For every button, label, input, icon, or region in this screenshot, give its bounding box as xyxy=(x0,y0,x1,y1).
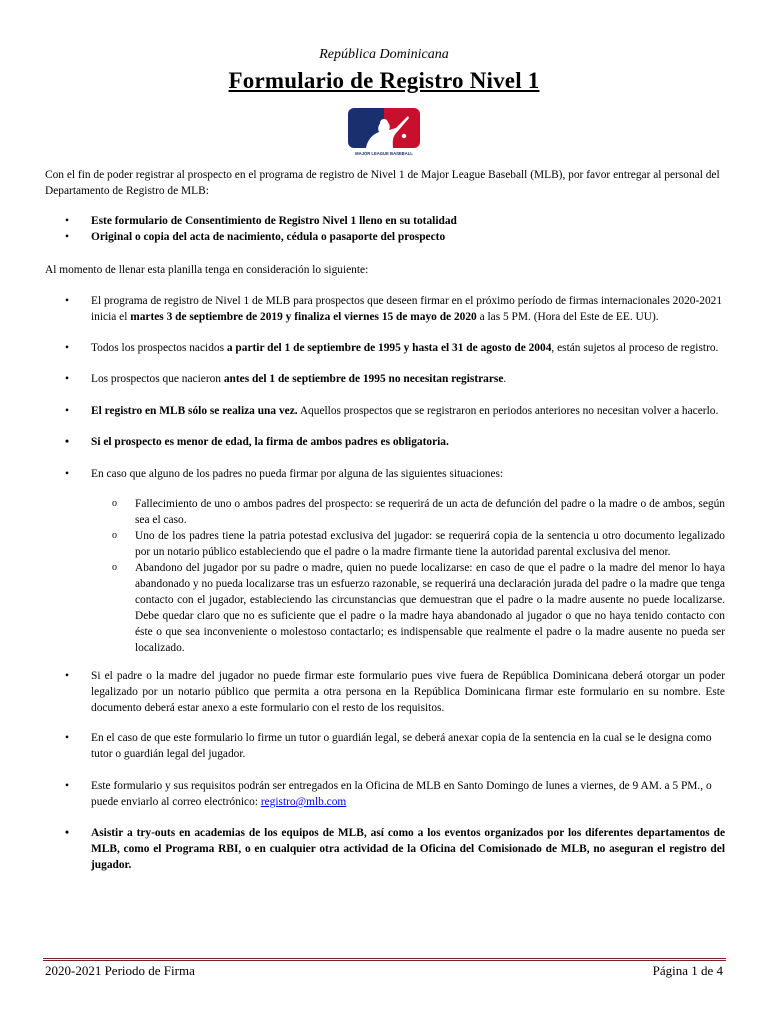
point-abroad-parent: • Si el padre o la madre del jugador no puede firmar este formulario pues vive fuera de República Dominicana deberá otorgar un poder legalizado por un notario público que permita a otra persona en la República Dominicana firmar este formulario en su nombre. Este documento deberá estar anexo a este formulario con el resto de los requisitos. xyxy=(45,668,725,716)
sub-item-custody: o Uno de los padres tiene la patria potestad exclusiva del jugador: se requerirá copia de la sentencia u otro documento legalizado por un notario público estableciendo que el padre o la madre firmante tiene la autoridad parental exclusiva del menor. xyxy=(90,528,725,560)
point-no-registration: • Los prospectos que nacieron antes del 1 de septiembre de 1995 no necesitan registrarse. xyxy=(45,371,725,387)
considerations-heading: Al momento de llenar esta planilla tenga en consideración lo siguiente: xyxy=(45,264,369,276)
footer-divider xyxy=(43,958,726,961)
point-parent-unable: • En caso que alguno de los padres no pueda firmar por alguna de las siguientes situaciones: xyxy=(45,466,725,482)
intro-paragraph: Con el fin de poder registrar al prospecto en el programa de registro de Nivel 1 de Major League Baseball (MLB), por favor entregar al personal del Departamento de Registro de MLB: xyxy=(45,169,720,197)
point-registration-period: • El programa de registro de Nivel 1 de MLB para prospectos que deseen firmar en el próximo período de firmas internacionales 2020-2021 inicia el martes 3 de septiembre de 2019 y finaliza el viernes 15 de mayo de 2020 a las 5 PM. (Hora del Este de EE. UU). xyxy=(45,293,725,325)
footer-page-number: Página 1 de 4 xyxy=(652,963,723,978)
point-minor-signature: • Si el prospecto es menor de edad, la firma de ambos padres es obligatoria. xyxy=(45,434,725,450)
requirements-list xyxy=(45,213,725,245)
country-heading: República Dominicana xyxy=(319,47,449,62)
sub-item-deceased: o Fallecimiento de uno o ambos padres del prospecto: se requerirá de un acta de defunción del padre o la madre o de ambos, según sea el caso. xyxy=(90,496,725,528)
sub-item-abandonment: o Abandono del jugador por su padre o madre, quien no puede localizarse: en caso de que el padre o la madre del menor lo haya abandonado y no pueda localizarse tras un esfuerzo razonable, se requerirá una declaración jurada del padre o la madre que tenga contacto con el jugador, estableciendo las circunstancias que demuestran que el padre o la madre ausente no puede localizarse. Debe quedar claro que no es suficiente que el padre o la madre haya abandonado al jugador o que no haya tenido contacto con éste o que sea inconveniente o molestoso contactarlo; es indispensable que realmente el padre o la madre ausente no pueda ser localizado. xyxy=(90,560,725,656)
list-item: • Original o copia del acta de nacimiento, cédula o pasaporte del prospecto xyxy=(45,229,725,245)
footer-period: 2020-2021 Periodo de Firma xyxy=(45,963,195,978)
page-title: Formulario de Registro Nivel 1 xyxy=(228,68,540,93)
mlb-logo xyxy=(346,108,422,158)
point-submission: • Este formulario y sus requisitos podrán ser entregados en la Oficina de MLB en Santo Domingo de lunes a viernes, de 9 AM. a 5 PM., o puede enviarlo al correo electrónico: registro@mlb.com xyxy=(45,778,725,810)
email-link[interactable]: registro@mlb.com xyxy=(260,796,347,808)
logo-wordmark: MAJOR LEAGUE BASEBALL xyxy=(355,151,413,156)
point-register-once: • El registro en MLB sólo se realiza una vez. Aquellos prospectos que se registraron en periodos anteriores no necesitan volver a hacerlo. xyxy=(45,403,725,419)
point-legal-guardian: • En el caso de que este formulario lo firme un tutor o guardián legal, se deberá anexar copia de la sentencia en la cual se le designa como tutor o guardián legal del jugador. xyxy=(45,730,725,762)
point-tryouts-disclaimer: • Asistir a try-outs en academias de los equipos de MLB, así como a los eventos organizados por los diferentes departamentos de MLB, como el Programa RBI, o en cualquier otra actividad de la Oficina del Comisionado de MLB, no aseguran el registro del jugador. xyxy=(45,825,725,873)
point-eligible-births: • Todos los prospectos nacidos a partir del 1 de septiembre de 1995 y hasta el 31 de agosto de 2004, están sujetos al proceso de registro. xyxy=(45,340,725,356)
list-item: • Este formulario de Consentimiento de Registro Nivel 1 lleno en su totalidad xyxy=(45,213,725,229)
